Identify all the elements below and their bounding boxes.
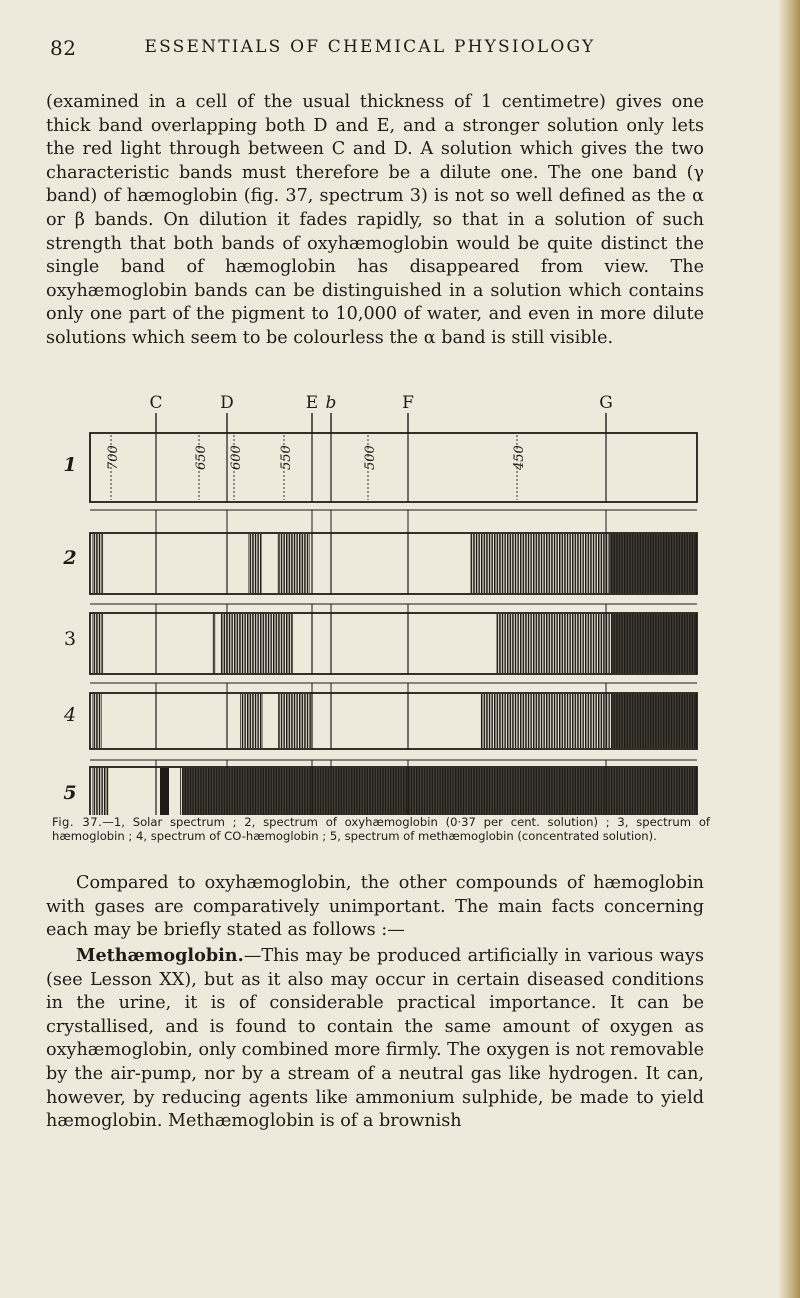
- band-row-2-2: [277, 534, 310, 593]
- body-paragraph-2: Compared to oxyhæmoglobin, the other compounds of hæmoglobin with gases are comparatively unimportant. The main facts concerning each may be briefly stated as follows :—: [46, 873, 704, 941]
- line-letter-g: G: [599, 393, 613, 413]
- wavelength-700: 700: [106, 445, 121, 470]
- wavelength-600: 600: [229, 445, 244, 470]
- band-row-4-1: [240, 694, 263, 748]
- band-row-3-2: [220, 614, 293, 673]
- caption-label: Fig. 37.: [52, 815, 103, 829]
- running-head: [50, 36, 690, 66]
- row-number-4: 4: [63, 704, 77, 726]
- band-row-2-1: [248, 534, 262, 593]
- dense-absorption-row-2: [610, 534, 697, 593]
- running-title: ESSENTIALS OF CHEMICAL PHYSIOLOGY: [144, 37, 596, 57]
- line-letter-b: b: [325, 393, 337, 413]
- band-row-3-1: [212, 614, 216, 673]
- dense-absorption-row-4: [612, 694, 697, 748]
- figure-caption: [52, 816, 710, 843]
- page-number: 82: [50, 36, 77, 60]
- line-letter-c: C: [149, 393, 163, 413]
- body-paragraph-1: (examined in a cell of the usual thickness of 1 centimetre) gives one thick band overlapping both D and E, and a stronger solution only lets the red light through between C and D. A solution which gives the two characteristic bands must therefore be a dilute one. The one band (γ band) of hæmoglobin (fig. 37, spectrum 3) is not so well defined as the α or β bands. On dilution it fades rapidly, so that in a solution of such strength that both bands of oxyhæmoglobin would be quite distinct the single band of hæmoglobin has disappeared from view. The oxyhæmoglobin bands can be distinguished in a solution which contains only one part of the pigment to 10,000 of water, and even in more dilute solutions which seem to be colourless the α band is still visible.: [46, 92, 704, 348]
- line-letter-e: E: [305, 393, 319, 413]
- term-methaemoglobin: Methæmoglobin.: [76, 945, 244, 966]
- band-row-5-0: [92, 768, 109, 815]
- dense-absorption-row-5: [182, 768, 697, 815]
- figure-spectra: [0, 375, 760, 815]
- wavelength-500: 500: [363, 445, 378, 470]
- row-number-3: 3: [63, 628, 77, 650]
- row-number-1: 1: [63, 454, 77, 476]
- body-paragraph-3: [46, 944, 704, 1134]
- wavelength-550: 550: [279, 445, 294, 470]
- line-letter-f: F: [402, 393, 414, 413]
- row-number-5: 5: [63, 782, 77, 804]
- page-edge-shadow: [778, 0, 800, 1298]
- caption-text: —1, Solar spectrum ; 2, spectrum of oxyhæmoglobin (0·37 per cent. solution) ; 3, spectrum of hæmoglobin ; 4, spectrum of CO-hæmoglobin ; 5, spectrum of methæmoglobin (concentrated solution).: [52, 815, 710, 843]
- band-row-5-c-mark: [160, 768, 169, 815]
- wavelength-450: 450: [512, 445, 527, 470]
- band-row-4-2: [278, 694, 312, 748]
- band-row-2-0: [92, 534, 104, 593]
- band-row-4-0: [92, 694, 102, 748]
- spectra-diagram: [0, 375, 760, 815]
- wavelength-650: 650: [194, 445, 209, 470]
- line-letter-d: D: [220, 393, 234, 413]
- row-number-2: 2: [63, 547, 77, 569]
- paragraph-3-text: —This may be produced artificially in various ways (see Lesson XX), but as it also may occur in certain diseased conditions in the urine, it is of considerable practical importance. It can be crystallised, and is found to contain the same amount of oxygen as oxyhæmoglobin, only combined more firmly. The oxygen is not removable by the air-pump, nor by a stream of a neutral gas like hydrogen. It can, however, by reducing agents like ammonium sulphide, be made to yield hæmoglobin. Methæmoglobin is of a brownish: [46, 946, 704, 1132]
- dense-absorption-row-3: [612, 614, 697, 673]
- band-row-3-0: [92, 614, 104, 673]
